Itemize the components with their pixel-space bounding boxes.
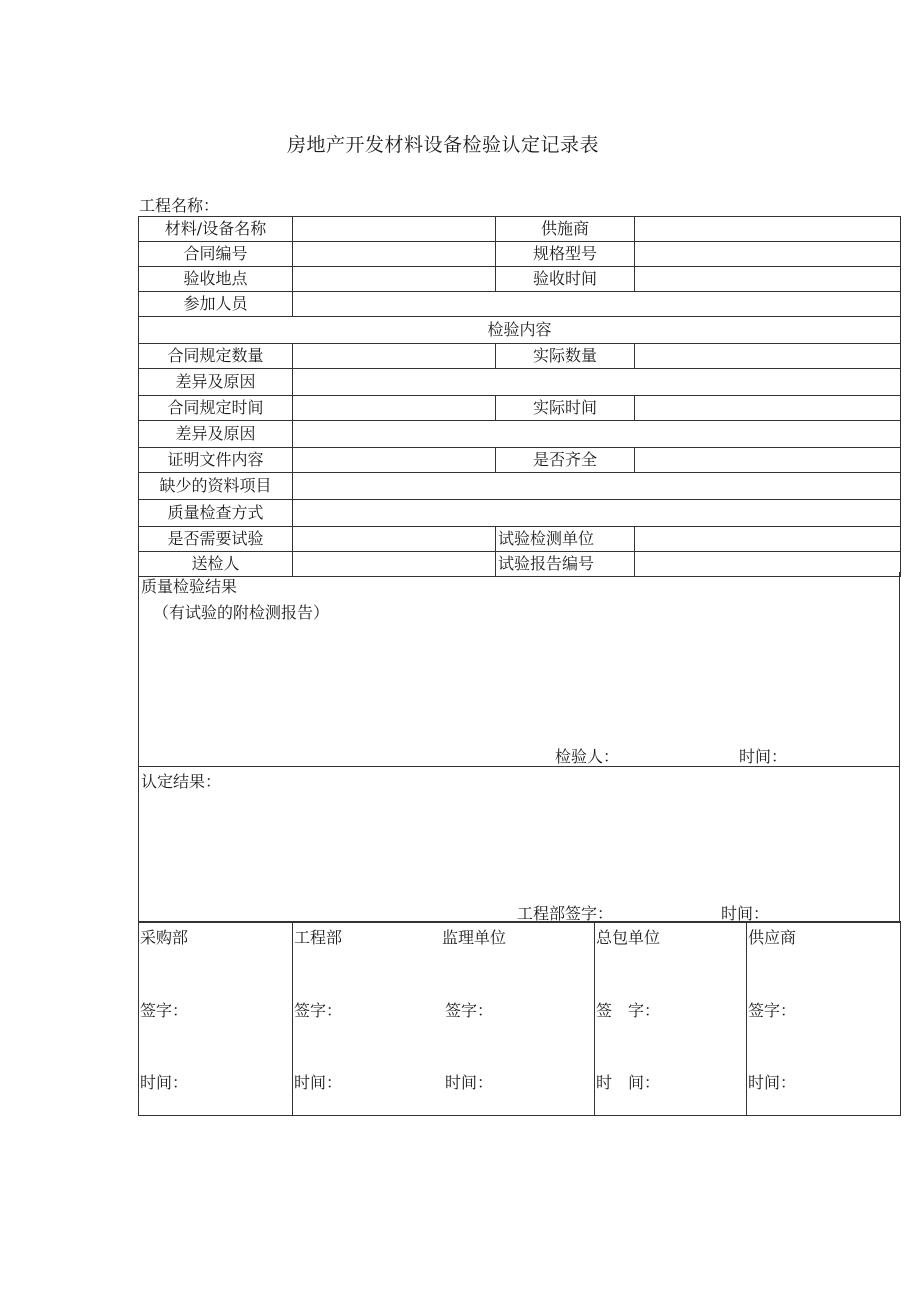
spec-model-field[interactable]: [635, 242, 901, 267]
table-row: [139, 500, 901, 527]
approval-time-label: 时间：: [721, 904, 770, 923]
time-label: 时间：: [445, 1073, 494, 1092]
inspection-content-header: 检验内容: [139, 317, 901, 344]
participants-field[interactable]: [293, 292, 901, 317]
need-test-label: 是否需要试验: [139, 527, 293, 552]
inspection-table: [138, 216, 901, 577]
acceptance-time-field[interactable]: [635, 267, 901, 292]
supplier-field[interactable]: [635, 217, 901, 242]
table-row: [139, 317, 901, 344]
department-name: 监理单位: [442, 928, 507, 947]
table-row: [139, 473, 901, 500]
contract-no-label: 合同编号: [139, 242, 293, 267]
actual-quantity-field[interactable]: [635, 344, 901, 369]
contract-no-field[interactable]: [293, 242, 496, 267]
engineering-sign-label: 工程部签字：: [517, 904, 614, 923]
contract-time-field[interactable]: [293, 396, 496, 421]
department-name: 总包单位: [596, 928, 661, 947]
table-row: [139, 292, 901, 317]
quality-time-label: 时间：: [739, 747, 788, 766]
page-title: 房地产开发材料设备检验认定记录表: [286, 134, 599, 156]
table-row: [139, 421, 901, 448]
general-contractor-cell[interactable]: [595, 922, 747, 1116]
diff-reason-label: 差异及原因: [139, 369, 293, 396]
department-sign-table: [138, 921, 901, 1116]
quality-result-label: 质量检验结果: [141, 577, 238, 596]
diff-reason-label-2: 差异及原因: [139, 421, 293, 448]
participants-label: 参加人员: [139, 292, 293, 317]
complete-label: 是否齐全: [496, 448, 635, 473]
material-name-label: 材料/设备名称: [139, 217, 293, 242]
actual-time-label: 实际时间: [496, 396, 635, 421]
sign-label: 签字：: [140, 1001, 189, 1020]
actual-time-field[interactable]: [635, 396, 901, 421]
table-row: [139, 396, 901, 421]
time-label: 时 间：: [596, 1073, 661, 1092]
diff-reason-field[interactable]: [293, 369, 901, 396]
inspector-label: 检验人：: [555, 747, 620, 766]
department-name: 采购部: [140, 928, 189, 947]
approval-result-section[interactable]: [138, 766, 900, 923]
missing-docs-field[interactable]: [293, 473, 901, 500]
project-name-label: 工程名称：: [139, 196, 220, 215]
quality-check-method-field[interactable]: [293, 500, 901, 527]
sign-label: 签 字：: [596, 1001, 661, 1020]
time-label: 时间：: [140, 1073, 189, 1092]
test-unit-field[interactable]: [635, 527, 901, 552]
contract-time-label: 合同规定时间: [139, 396, 293, 421]
acceptance-place-field[interactable]: [293, 267, 496, 292]
need-test-field[interactable]: [293, 527, 496, 552]
acceptance-place-label: 验收地点: [139, 267, 293, 292]
table-row: [139, 369, 901, 396]
sign-label: 签字：: [748, 1001, 797, 1020]
quality-check-method-label: 质量检查方式: [139, 500, 293, 527]
department-name: 供应商: [748, 928, 797, 947]
table-row: [139, 448, 901, 473]
supplier-label: 供施商: [496, 217, 635, 242]
certificate-content-label: 证明文件内容: [139, 448, 293, 473]
table-row: [139, 217, 901, 242]
time-label: 时间：: [294, 1073, 343, 1092]
sign-label: 签字：: [294, 1001, 343, 1020]
quality-result-section[interactable]: [138, 572, 900, 767]
missing-docs-label: 缺少的资料项目: [139, 473, 293, 500]
purchasing-cell[interactable]: [139, 922, 293, 1116]
time-label: 时间：: [748, 1073, 797, 1092]
department-name: 工程部: [294, 928, 343, 947]
quality-result-note: （有试验的附检测报告）: [153, 603, 330, 622]
complete-field[interactable]: [635, 448, 901, 473]
table-row: [139, 267, 901, 292]
material-name-field[interactable]: [293, 217, 496, 242]
table-row: [139, 344, 901, 369]
diff-reason-field-2[interactable]: [293, 421, 901, 448]
spec-model-label: 规格型号: [496, 242, 635, 267]
certificate-content-field[interactable]: [293, 448, 496, 473]
test-report-no-label: 试验报告编号: [496, 552, 635, 577]
sender-label: 送检人: [139, 552, 293, 577]
table-row: [139, 527, 901, 552]
table-row: [139, 242, 901, 267]
actual-quantity-label: 实际数量: [496, 344, 635, 369]
supplier-cell[interactable]: [747, 922, 901, 1116]
sign-label: 签字：: [445, 1001, 494, 1020]
engineering-supervision-cell[interactable]: [293, 922, 595, 1116]
contract-quantity-label: 合同规定数量: [139, 344, 293, 369]
contract-quantity-field[interactable]: [293, 344, 496, 369]
test-unit-label: 试验检测单位: [496, 527, 635, 552]
acceptance-time-label: 验收时间: [496, 267, 635, 292]
approval-result-label: 认定结果：: [141, 772, 222, 791]
